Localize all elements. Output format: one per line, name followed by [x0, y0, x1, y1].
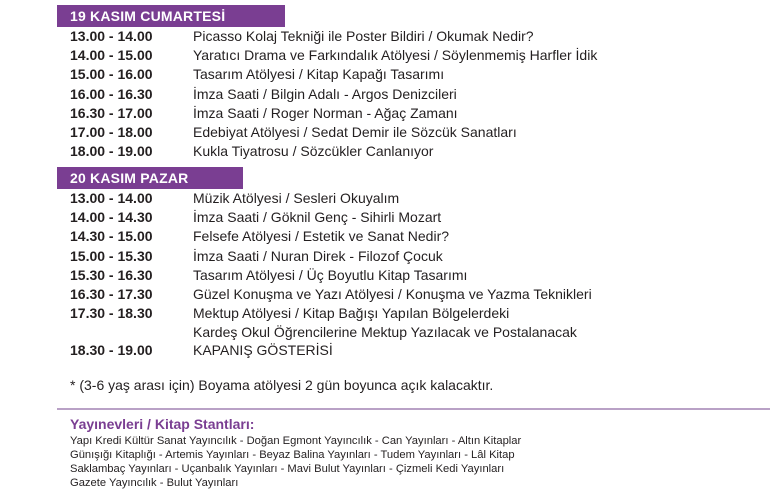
event-title: İmza Saati / Göknil Genç - Sihirli Mozart: [193, 209, 442, 226]
time-slot: 17.00 - 18.00: [70, 123, 153, 140]
schedule-saturday: [70, 27, 597, 161]
schedule-row: [70, 266, 592, 285]
schedule-row: [70, 285, 592, 304]
time-slot: 16.30 - 17.30: [70, 285, 153, 302]
time-slot: 18.30 - 19.00: [70, 342, 153, 359]
section-divider: [57, 408, 770, 410]
time-slot: 14.30 - 15.00: [70, 228, 153, 245]
event-title: Tasarım Atölyesi / Kitap Kapağı Tasarımı: [193, 66, 445, 83]
schedule-row: [70, 142, 597, 161]
schedule-row-continuation: [70, 323, 592, 341]
event-title: İmza Saati / Bilgin Adalı - Argos Denizcileri: [193, 85, 457, 102]
event-title: Felsefe Atölyesi / Estetik ve Sanat Nedir?: [193, 228, 450, 245]
publishers-title: Yayınevleri / Kitap Stantları:: [70, 416, 255, 432]
day-header-saturday: 19 KASIM CUMARTESİ: [57, 5, 285, 27]
event-title: Güzel Konuşma ve Yazı Atölyesi / Konuşma ve Yazma Teknikleri: [193, 285, 592, 302]
schedule-row: [70, 247, 592, 266]
day-header-sunday: 20 KASIM PAZAR: [57, 167, 243, 189]
schedule-row: [70, 85, 597, 104]
time-slot: 15.00 - 16.00: [70, 66, 153, 83]
publisher-line: Gazete Yayıncılık - Bulut Yayınları: [70, 477, 239, 489]
event-title: KAPANIŞ GÖSTERİSİ: [193, 342, 333, 359]
time-slot: 15.30 - 16.30: [70, 266, 153, 283]
publishers-list: [70, 434, 521, 490]
schedule-row: [70, 341, 592, 360]
event-title: Müzik Atölyesi / Sesleri Okuyalım: [193, 190, 400, 206]
schedule-row: [70, 46, 597, 65]
schedule-sunday: [70, 189, 592, 361]
time-slot: 15.00 - 15.30: [70, 247, 153, 264]
event-title: İmza Saati / Roger Norman - Ağaç Zamanı: [193, 104, 458, 121]
event-title: Yaratıcı Drama ve Farkındalık Atölyesi / Söylenmemiş Harfler İdik: [193, 47, 598, 64]
schedule-row: [70, 104, 597, 123]
event-title: Kukla Tiyatrosu / Sözcükler Canlanıyor: [193, 143, 434, 160]
publisher-line: Günışığı Kitaplığı - Artemis Yayınları - Beyaz Balina Yayınları - Tudem Yayınları - Lâl Kitap: [70, 449, 515, 461]
event-title: Edebiyat Atölyesi / Sedat Demir ile Sözcük Sanatları: [193, 123, 517, 140]
publisher-line: Yapı Kredi Kültür Sanat Yayıncılık - Doğan Egmont Yayıncılık - Can Yayınları - Altın Kitaplar: [70, 435, 522, 447]
schedule-row: [70, 208, 592, 227]
event-title: Tasarım Atölyesi / Üç Boyutlu Kitap Tasarımı: [193, 266, 468, 283]
time-slot: 18.00 - 19.00: [70, 143, 153, 160]
time-slot: 14.00 - 15.00: [70, 47, 153, 64]
time-slot: 17.30 - 18.30: [70, 305, 153, 322]
coloring-workshop-note: * (3-6 yaş arası için) Boyama atölyesi 2 gün boyunca açık kalacaktır.: [70, 377, 494, 393]
event-title-continuation: Kardeş Okul Öğrencilerine Mektup Yazılacak ve Postalanacak: [193, 324, 577, 341]
schedule-row: [70, 189, 592, 208]
time-slot: 13.00 - 14.00: [70, 28, 153, 44]
schedule-row: [70, 304, 592, 323]
time-slot: 13.00 - 14.00: [70, 190, 153, 206]
time-slot: 14.00 - 14.30: [70, 209, 153, 226]
event-title: Picasso Kolaj Tekniği ile Poster Bildiri / Okumak Nedir?: [193, 28, 534, 44]
schedule-row: [70, 227, 592, 246]
publisher-line: Saklambaç Yayınları - Uçanbalık Yayınları - Mavi Bulut Yayınları - Çizmeli Kedi Yayınları: [70, 463, 505, 475]
time-slot: 16.00 - 16.30: [70, 85, 153, 102]
schedule-row: [70, 65, 597, 84]
event-title: Mektup Atölyesi / Kitap Bağışı Yapılan Bölgelerdeki: [193, 305, 510, 322]
schedule-row: [70, 27, 597, 46]
time-slot: 16.30 - 17.00: [70, 104, 153, 121]
event-title: İmza Saati / Nuran Direk - Filozof Çocuk: [193, 247, 443, 264]
schedule-row: [70, 123, 597, 142]
